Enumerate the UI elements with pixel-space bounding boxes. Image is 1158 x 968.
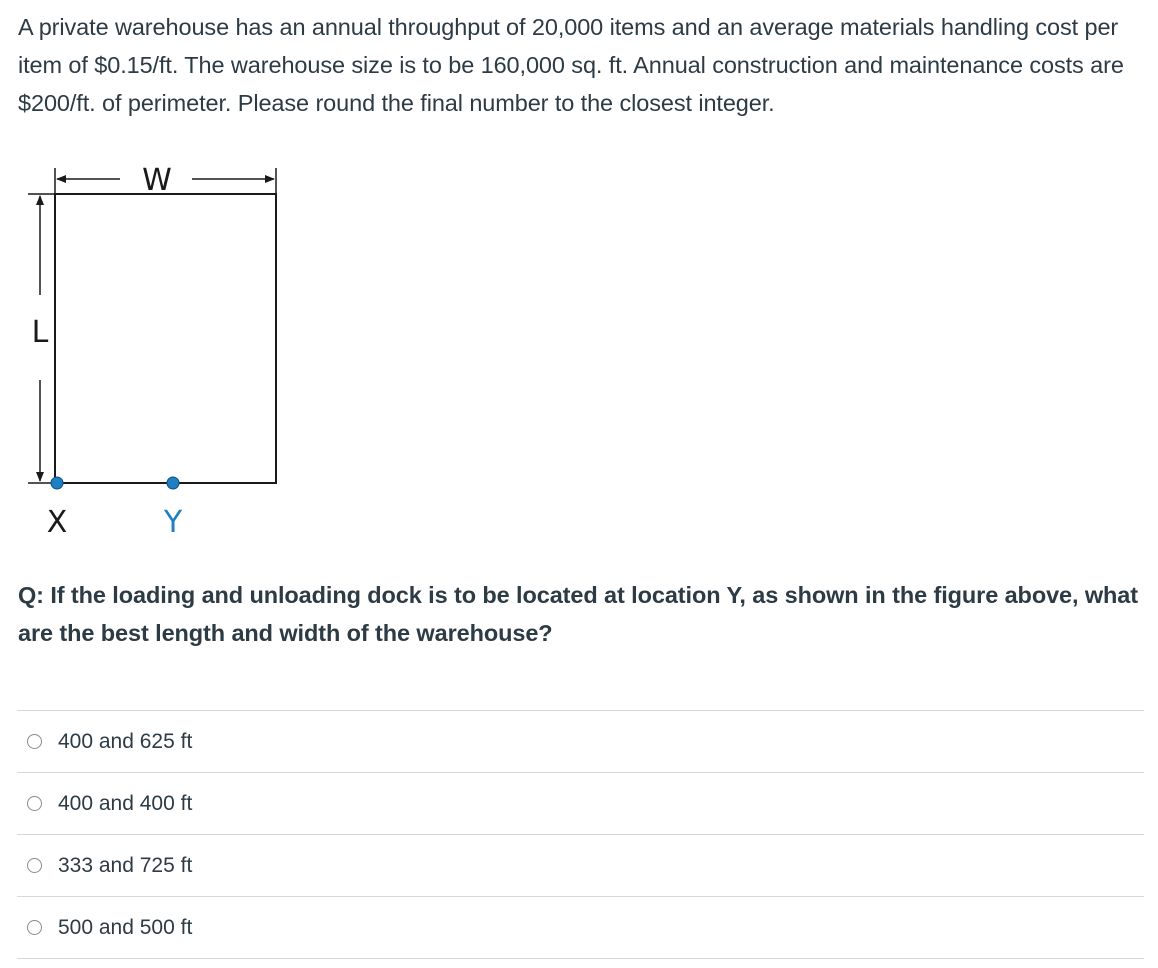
question-text: Q: If the loading and unloading dock is to be located at location Y, as shown in the figure above, what are the best length and width of the warehouse?: [18, 582, 1138, 646]
answer-label: 500 and 500 ft: [58, 915, 193, 939]
answer-option-2[interactable]: [17, 773, 1144, 835]
point-x-label: X: [46, 505, 68, 540]
answer-label: 400 and 400 ft: [58, 791, 193, 815]
answer-option-1[interactable]: [17, 711, 1144, 773]
radio-button-icon[interactable]: [27, 858, 42, 873]
radio-button-icon[interactable]: [27, 920, 42, 935]
width-label: W: [142, 163, 172, 198]
point-y-label: Y: [163, 505, 183, 540]
radio-button-icon[interactable]: [27, 796, 42, 811]
answer-option-3[interactable]: [17, 835, 1144, 897]
answer-list: [17, 710, 1144, 959]
problem-statement: A private warehouse has an annual throughput of 20,000 items and an average materials handling cost per item of $0.15/ft. The warehouse size is to be 160,000 sq. ft. Annual construction and maintenance costs are $200/ft. of perimeter. Please round the final number to the closest integer.: [18, 14, 1124, 116]
answer-option-4[interactable]: [17, 897, 1144, 959]
answer-label: 400 and 625 ft: [58, 729, 193, 753]
length-label: L: [31, 315, 49, 350]
point-y-marker: [167, 477, 179, 489]
radio-button-icon[interactable]: [27, 734, 42, 749]
point-x-marker: [51, 477, 63, 489]
answer-label: 333 and 725 ft: [58, 853, 193, 877]
warehouse-diagram-svg: [0, 150, 300, 550]
warehouse-diagram: [0, 150, 300, 550]
warehouse-outline: [55, 194, 276, 483]
